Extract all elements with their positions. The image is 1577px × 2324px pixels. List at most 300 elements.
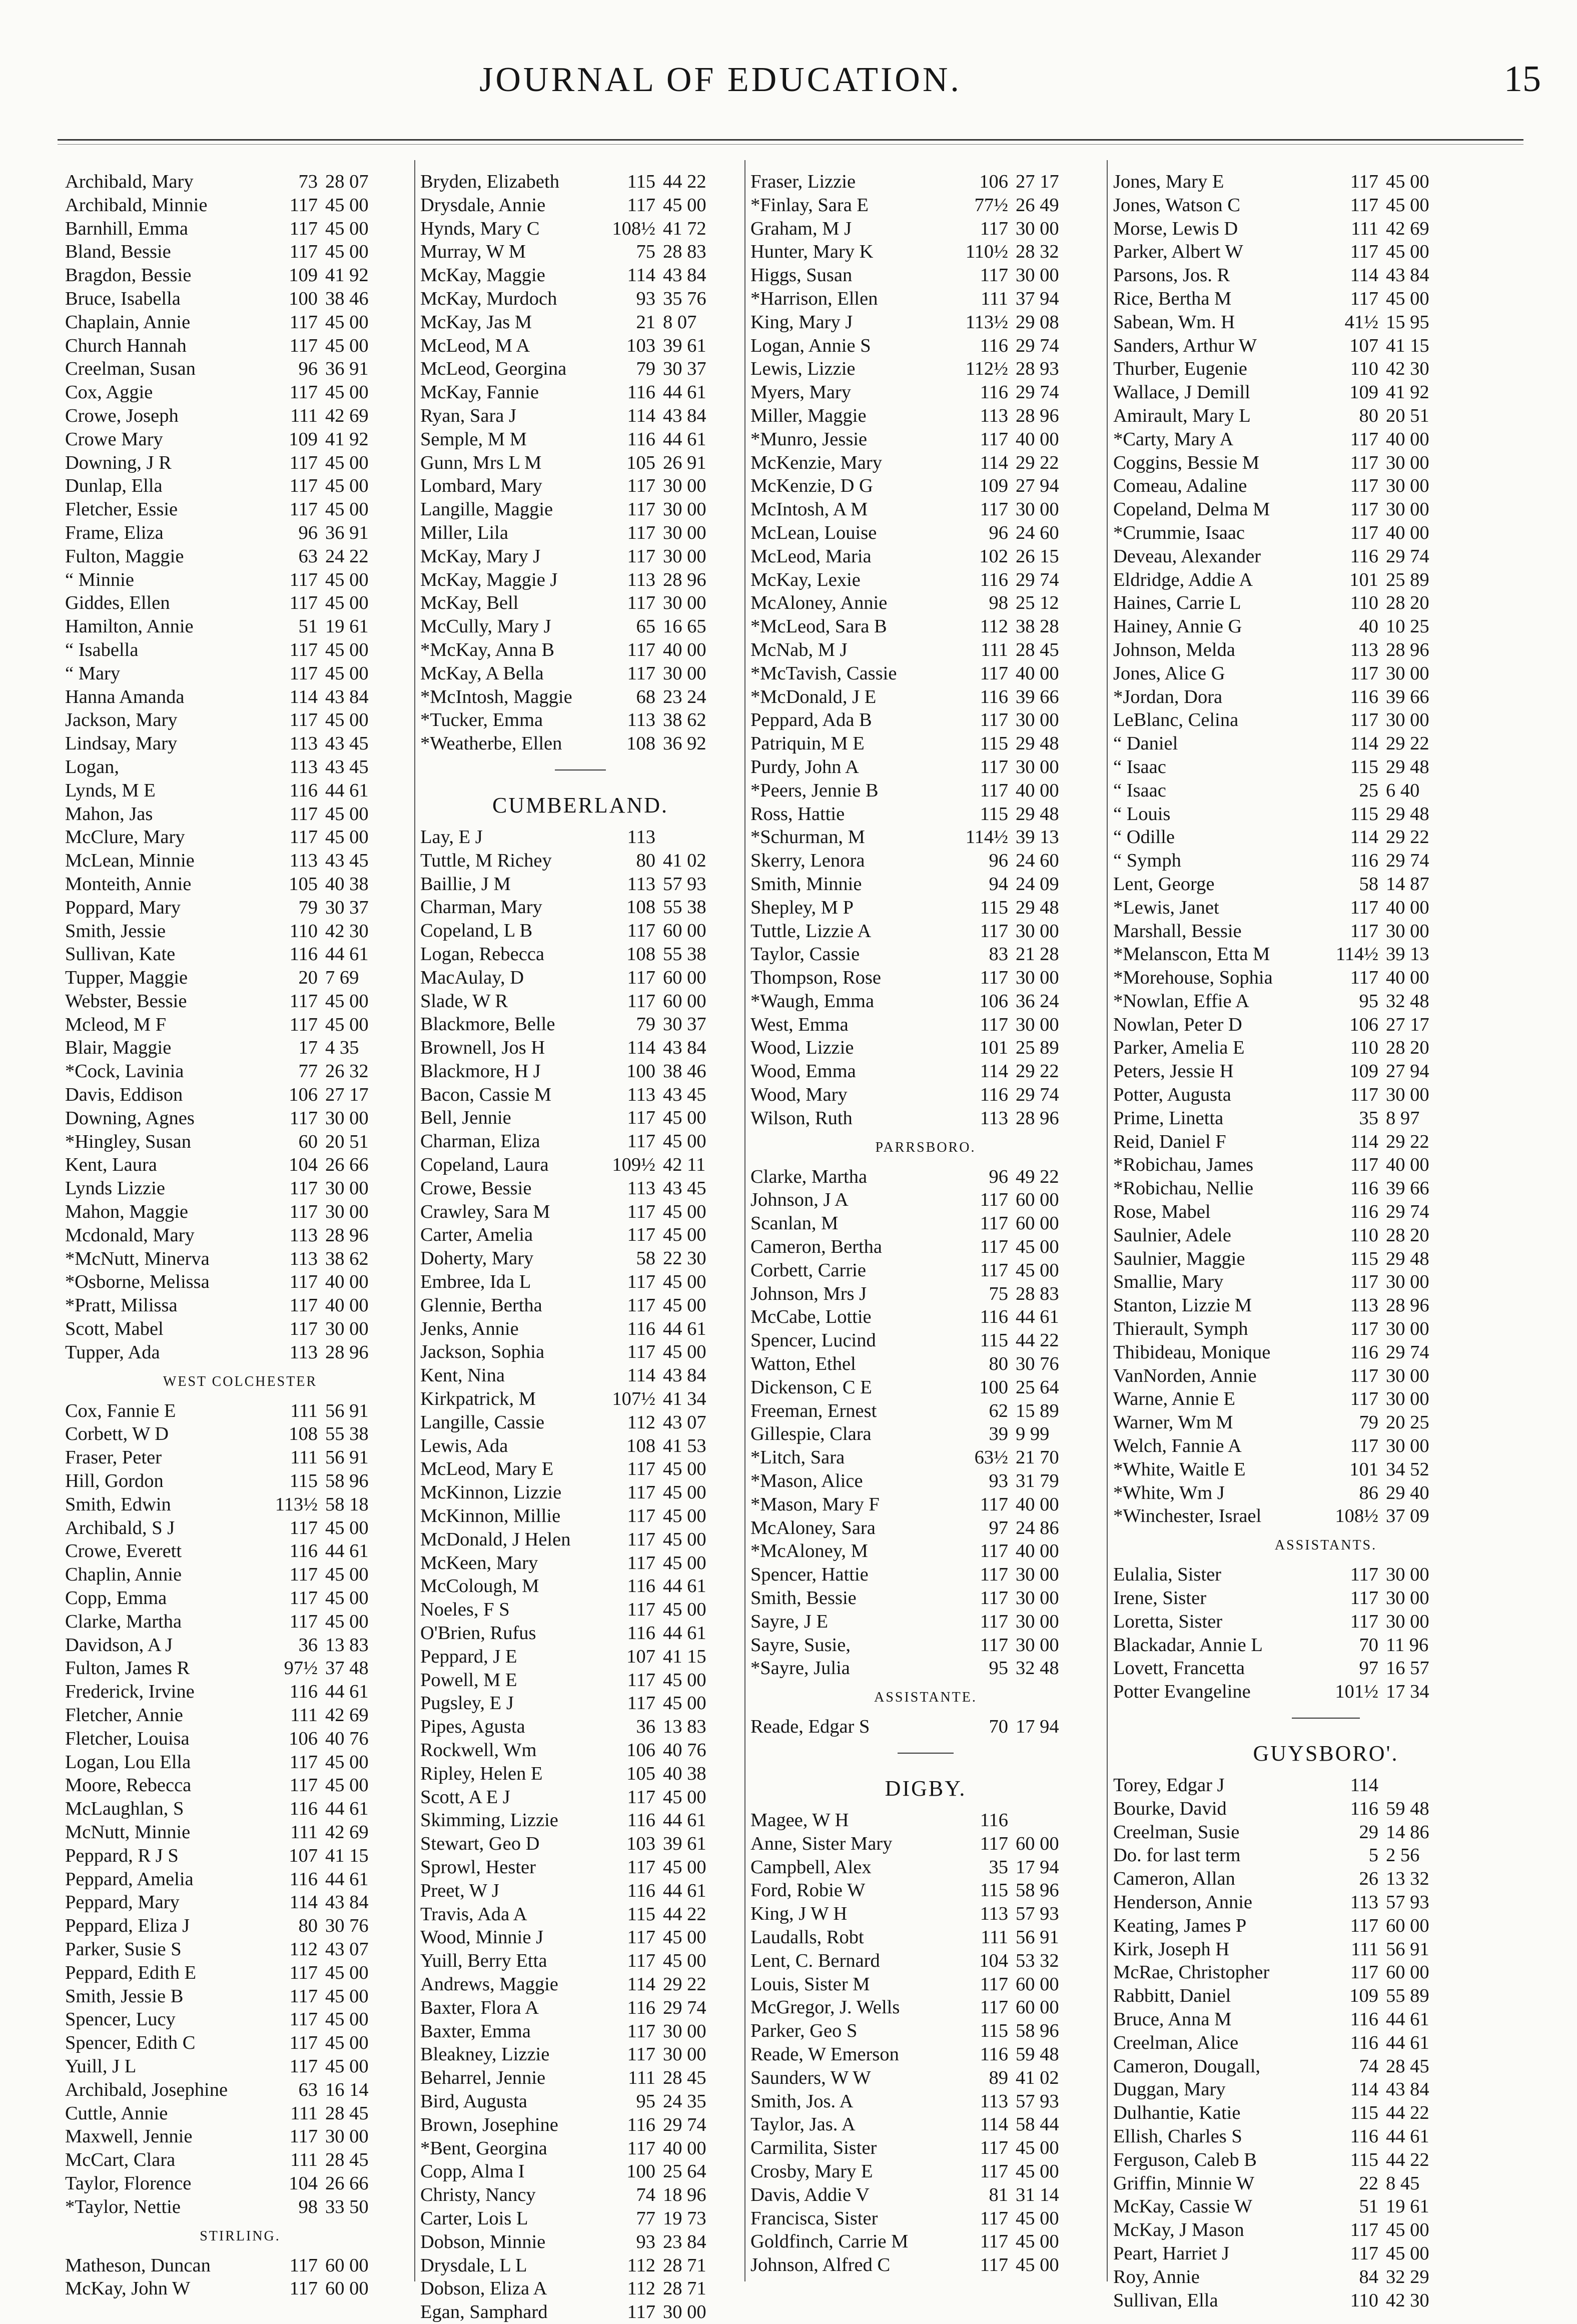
days-taught: 113 [627,873,655,895]
teacher-row [750,264,1101,287]
teacher-name: Johnson, J A [750,1189,849,1211]
days-taught: 117 [980,1611,1008,1632]
teacher-name: Brown, Josephine [420,2114,558,2135]
teacher-row [65,568,415,592]
amount-paid: 41 92 [325,428,369,450]
days-taught: 40 [1359,616,1378,637]
days-taught: 96 [989,522,1008,543]
teacher-name: Comeau, Adaline [1113,475,1247,497]
amount-paid: 28 71 [663,2254,706,2276]
days-taught: 115 [1350,756,1378,778]
teacher-name: *Hingley, Susan [65,1131,192,1152]
amount-paid: 56 91 [1016,1926,1059,1948]
teacher-name: *Tucker, Emma [420,709,543,731]
amount-paid: 45 00 [663,1271,706,1293]
days-taught: 117 [980,2207,1008,2229]
teacher-row [65,474,415,498]
teacher-name: Dobson, Eliza A [420,2278,547,2299]
teacher-row [750,1715,1101,1739]
amount-paid: 30 76 [325,1915,369,1937]
teacher-name: Copp, Emma [65,1588,167,1609]
teacher-name: McNutt, Minnie [65,1821,191,1843]
teacher-row [750,2019,1101,2043]
teacher-row [1113,1130,1538,1154]
teacher-row [750,920,1101,943]
amount-paid: 26 91 [663,452,706,473]
days-taught: 102 [979,545,1008,567]
amount-paid: 55 38 [325,1423,369,1445]
amount-paid: 45 00 [325,639,369,660]
amount-paid: 14 86 [1386,1821,1429,1843]
teacher-name: Baxter, Flora A [420,1997,539,2018]
days-taught: 104 [979,1950,1008,1971]
days-taught: 117 [1350,2219,1378,2241]
days-taught: 41½ [1344,311,1378,333]
days-taught: 100 [289,288,318,309]
teacher-name: “ Isaac [1113,780,1166,801]
teacher-name: McKay, Maggie [420,265,545,286]
teacher-name: *Sayre, Julia [750,1658,850,1679]
teacher-name: King, Mary J [750,311,853,333]
teacher-row [65,2195,415,2219]
teacher-name: Ford, Robie W [750,1880,866,1901]
teacher-row [420,1715,740,1739]
teacher-name: Jones, Mary E [1113,171,1224,192]
amount-paid: 28 45 [325,2102,369,2124]
teacher-name: McLean, Louise [750,522,877,543]
days-taught: 36 [298,1634,318,1656]
amount-paid: 8 07 [663,311,697,333]
days-taught: 117 [980,2231,1008,2252]
amount-paid: 30 00 [1386,1318,1429,1340]
amount-paid: 24 35 [663,2090,706,2112]
teacher-name: “ Louis [1113,803,1171,825]
teacher-name: Frederick, Irvine [65,1681,195,1703]
amount-paid: 28 45 [663,2067,706,2089]
teacher-name: Spencer, Edith C [65,2032,196,2054]
teacher-name: Copeland, L B [420,920,533,942]
amount-paid: 27 94 [1016,475,1059,497]
days-taught: 115 [980,733,1008,754]
teacher-row [1113,1341,1538,1364]
teacher-row [65,1985,415,2008]
teacher-name: Stewart, Geo D [420,1833,540,1855]
teacher-row [420,732,740,755]
days-taught: 116 [627,1318,655,1339]
teacher-name: Cuttle, Annie [65,2102,168,2124]
teacher-name: McKay, Lexie [750,569,861,590]
teacher-name: Baillie, J M [420,873,511,895]
teacher-name: McAloney, Annie [750,592,888,614]
days-taught: 109 [979,475,1008,497]
teacher-name: Cox, Aggie [65,382,153,403]
teacher-row [65,1224,415,1247]
teacher-row [1113,2008,1538,2031]
days-taught: 114 [1350,265,1378,286]
teacher-name: Smallie, Mary [1113,1271,1224,1293]
days-taught: 117 [289,475,318,497]
teacher-row [65,966,415,990]
days-taught: 117 [627,1786,655,1808]
teacher-row [750,990,1101,1013]
amount-paid: 44 22 [1386,2149,1429,2170]
teacher-row [420,1856,740,1879]
column-4 [1113,170,1538,2312]
teacher-name: Hamilton, Annie [65,616,194,637]
days-taught: 62 [989,1400,1008,1421]
amount-paid: 27 17 [325,1084,369,1106]
days-taught: 111 [290,1705,318,1726]
days-taught: 113 [627,826,655,848]
amount-paid: 11 96 [1386,1634,1429,1656]
teacher-name: Lewis, Lizzie [750,358,856,380]
teacher-row [420,568,740,592]
days-taught: 110 [1350,592,1378,614]
days-taught: 113 [289,1224,318,1246]
teacher-name: Dobson, Minnie [420,2231,546,2252]
teacher-row [1113,1984,1538,2008]
teacher-name: *McLeod, Sara B [750,616,887,637]
teacher-name: Scott, Mabel [65,1318,164,1340]
teacher-name: Louis, Sister M [750,1973,870,1995]
days-taught: 114 [1350,1131,1378,1152]
amount-paid: 38 62 [663,709,706,731]
teacher-name: Charman, Eliza [420,1131,540,1152]
amount-paid: 26 66 [325,2172,369,2194]
amount-paid: 60 00 [1016,1833,1059,1854]
amount-paid: 28 83 [663,241,706,263]
teacher-row [1113,662,1538,685]
amount-paid: 45 00 [663,1224,706,1246]
amount-paid: 39 66 [1386,1178,1429,1199]
teacher-name: *Robichau, James [1113,1154,1254,1176]
teacher-row [65,638,415,662]
teacher-name: Goldfinch, Carrie M [750,2231,909,2252]
teacher-row [420,1832,740,1856]
amount-paid: 30 00 [325,1201,369,1223]
teacher-name: Graham, M J [750,218,852,239]
days-taught: 117 [289,1107,318,1129]
teacher-row [420,591,740,615]
amount-paid: 16 14 [325,2079,369,2100]
teacher-row [420,2254,740,2277]
teacher-name: O'Brien, Rufus [420,1623,536,1644]
days-taught: 112 [627,2278,655,2299]
days-taught: 116 [1350,2032,1378,2053]
teacher-name: Embree, Ida L [420,1271,531,1293]
teacher-name: Pugsley, E J [420,1693,514,1714]
days-taught: 117 [1350,1271,1378,1293]
amount-paid: 40 00 [1386,428,1429,450]
teacher-name: Wood, Mary [750,1084,848,1106]
days-taught: 117 [1350,1365,1378,1386]
days-taught: 116 [627,2114,655,2135]
teacher-name: Marshall, Bessie [1113,920,1242,942]
teacher-row [1113,240,1538,264]
teacher-name: McKenzie, D G [750,475,873,497]
days-taught: 107 [626,1646,655,1667]
days-taught: 117 [980,1014,1008,1035]
teacher-name: Taylor, Cassie [750,944,860,965]
days-taught: 17 [298,1037,318,1059]
teacher-row [420,685,740,709]
teacher-name: Crawley, Sara M [420,1201,550,1222]
teacher-row [420,1177,740,1200]
teacher-name: Smith, Jos. A [750,2090,854,2112]
teacher-row [420,1060,740,1083]
amount-paid: 30 00 [325,1107,369,1129]
days-taught: 108 [626,897,655,918]
amount-paid: 30 00 [663,522,706,543]
teacher-row [1113,381,1538,404]
amount-paid: 43 07 [325,1938,369,1960]
days-taught: 116 [627,428,655,450]
amount-paid: 30 00 [1016,218,1059,239]
amount-paid: 59 48 [1016,2043,1059,2065]
days-taught: 117 [627,194,655,216]
days-taught: 117 [980,920,1008,942]
teacher-row [420,311,740,334]
teacher-name: Deveau, Alexander [1113,545,1261,567]
amount-paid: 43 84 [325,1892,369,1913]
amount-paid: 29 08 [1016,311,1059,333]
days-taught: 117 [1350,1388,1378,1410]
teacher-row [65,217,415,241]
amount-paid: 37 09 [1386,1505,1429,1527]
teacher-row [420,1598,740,1622]
teacher-row [420,381,740,404]
amount-paid: 44 22 [1016,1330,1059,1351]
teacher-name: Gillespie, Clara [750,1423,872,1445]
teacher-name: Bell, Jennie [420,1107,511,1129]
teacher-row [750,1587,1101,1610]
teacher-name: Charman, Mary [420,897,542,918]
teacher-row [1113,1434,1538,1458]
amount-paid: 28 96 [1386,1295,1429,1316]
teacher-name: Jenks, Annie [420,1318,519,1339]
amount-paid: 15 95 [1386,311,1429,333]
teacher-name: McLeod, M A [420,335,530,356]
teacher-name: Johnson, Mrs J [750,1283,867,1304]
days-taught: 117 [980,499,1008,520]
amount-paid: 55 89 [1386,1985,1429,2007]
amount-paid: 45 00 [325,218,369,239]
amount-paid: 55 38 [663,897,706,918]
days-taught: 117 [627,920,655,942]
teacher-row [420,873,740,896]
days-taught: 117 [1350,897,1378,918]
amount-paid: 43 84 [1386,265,1429,286]
amount-paid: 45 00 [325,475,369,497]
teacher-row [65,1200,415,1224]
section-heading: PARRSBORO. [875,1139,976,1155]
teacher-row [750,685,1101,709]
teacher-row [65,2172,415,2195]
amount-paid: 36 91 [325,522,369,543]
teacher-name: LeBlanc, Celina [1113,709,1239,731]
amount-paid: 9 99 [1016,1423,1050,1445]
teacher-row [65,1446,415,1469]
days-taught: 116 [289,944,318,965]
amount-paid: 45 00 [325,1014,369,1035]
teacher-row [420,334,740,358]
teacher-name: “ Symph [1113,850,1181,872]
days-taught: 117 [1350,522,1378,543]
teacher-name: Rabbitt, Daniel [1113,1985,1231,2007]
days-taught: 117 [1350,1962,1378,1983]
days-taught: 111 [290,2102,318,2124]
amount-paid: 45 00 [1386,241,1429,263]
days-taught: 117 [1350,194,1378,216]
teacher-row [65,1469,415,1493]
amount-paid: 34 52 [1386,1458,1429,1480]
days-taught: 113 [1350,1891,1378,1913]
days-taught: 117 [1350,662,1378,684]
teacher-name: McKay, Murdoch [420,288,557,309]
teacher-row [750,2066,1101,2090]
teacher-name: Drysdale, L L [420,2254,527,2276]
teacher-row [1113,474,1538,498]
teacher-row [65,240,415,264]
amount-paid: 29 74 [1016,382,1059,403]
days-taught: 113 [980,1903,1008,1925]
teacher-name: Peppard, Ada B [750,709,872,731]
days-taught: 117 [1350,288,1378,309]
teacher-row [1113,685,1538,709]
days-taught: 89 [989,2067,1008,2088]
days-taught: 117 [289,639,318,660]
days-taught: 116 [1350,2008,1378,2030]
amount-paid: 30 00 [1386,499,1429,520]
section-separator [420,755,740,786]
teacher-row [1113,451,1538,475]
days-taught: 117 [289,311,318,333]
teacher-name: Blackadar, Annie L [1113,1634,1263,1656]
amount-paid: 40 00 [1386,897,1429,918]
teacher-name: Cameron, Dougall, [1113,2055,1261,2077]
amount-paid: 60 00 [1386,1962,1429,1983]
days-taught: 117 [980,1588,1008,1609]
teacher-name: McKay, Cassie W [1113,2196,1252,2217]
amount-paid: 45 00 [663,1950,706,1972]
days-taught: 105 [289,873,318,895]
teacher-row [1113,1200,1538,1224]
teacher-name: *White, Waitle E [1113,1458,1246,1480]
teacher-name: Chaplin, Annie [65,1564,182,1586]
amount-paid: 23 84 [663,2231,706,2252]
teacher-name: Do. for last term [1113,1845,1241,1866]
teacher-name: “ Isabella [65,639,139,660]
teacher-name: McKenzie, Mary [750,452,882,473]
days-taught: 117 [1350,475,1378,497]
days-taught: 117 [1350,1915,1378,1936]
days-taught: 98 [989,592,1008,614]
teacher-name: Langille, Maggie [420,499,553,520]
teacher-row [420,2207,740,2230]
amount-paid: 43 45 [325,850,369,872]
teacher-name: Archibald, S J [65,1517,175,1538]
teacher-row [65,708,415,732]
amount-paid: 14 87 [1386,873,1429,895]
teacher-row [750,1856,1101,1879]
amount-paid: 33 50 [325,2196,369,2217]
teacher-row [65,1422,415,1446]
days-taught: 113 [627,709,655,731]
amount-paid: 43 84 [325,686,369,707]
teacher-row [420,1528,740,1552]
teacher-name: Drysdale, Annie [420,194,546,216]
teacher-row [1113,2055,1538,2078]
amount-paid: 44 61 [1016,1306,1059,1328]
amount-paid: 44 61 [325,1868,369,1890]
days-taught: 117 [980,1259,1008,1281]
days-taught: 113 [289,1248,318,1269]
days-taught: 113 [289,733,318,754]
days-taught: 117 [289,1318,318,1340]
amount-paid: 29 48 [1016,733,1059,754]
teacher-name: Lynds, M E [65,780,156,801]
days-taught: 117 [980,1833,1008,1854]
section-separator [1113,1704,1538,1734]
teacher-row [420,1949,740,1973]
teacher-row [750,1212,1101,1235]
amount-paid: 45 00 [325,1962,369,1983]
teacher-row [65,615,415,638]
amount-paid: 44 61 [325,780,369,801]
amount-paid: 29 48 [1386,803,1429,825]
teacher-row [420,1809,740,1832]
amount-paid: 20 25 [1386,1412,1429,1433]
amount-paid: 28 20 [1386,592,1429,614]
days-taught: 117 [980,1973,1008,1995]
amount-paid: 40 00 [1386,1154,1429,1176]
teacher-row [420,287,740,311]
amount-paid: 30 00 [1386,1611,1429,1632]
teacher-name: Bruce, Anna M [1113,2008,1232,2030]
teacher-name: Peppard, J E [420,1646,517,1667]
teacher-row [750,1493,1101,1516]
days-taught: 110 [1350,2289,1378,2311]
teacher-row [65,1727,415,1751]
days-taught: 117 [289,2032,318,2054]
teacher-name: Logan, Annie S [750,335,871,356]
teacher-name: Fraser, Lizzie [750,171,856,192]
amount-paid: 44 22 [663,171,706,192]
amount-paid: 30 00 [1016,1014,1059,1035]
teacher-name: Peppard, R J S [65,1845,179,1866]
teacher-name: Mcdonald, Mary [65,1224,195,1246]
amount-paid: 28 96 [1386,639,1429,660]
teacher-row [65,2102,415,2125]
days-taught: 116 [627,1810,655,1831]
days-taught: 105 [626,1763,655,1784]
page-header [0,0,1577,135]
days-taught: 117 [627,1552,655,1574]
teacher-name: Yuill, Berry Etta [420,1950,547,1972]
teacher-row [750,1188,1101,1212]
amount-paid: 18 96 [663,2184,706,2206]
amount-paid: 30 00 [1016,709,1059,731]
teacher-row [750,404,1101,428]
section-heading: STIRLING. [200,2228,281,2244]
amount-paid: 30 00 [1016,756,1059,778]
teacher-name: Kirkpatrick, M [420,1388,536,1410]
teacher-row [420,708,740,732]
amount-paid: 28 96 [325,1341,369,1363]
teacher-row [1113,1411,1538,1434]
amount-paid: 60 00 [1016,1213,1059,1234]
teacher-row [420,1504,740,1528]
